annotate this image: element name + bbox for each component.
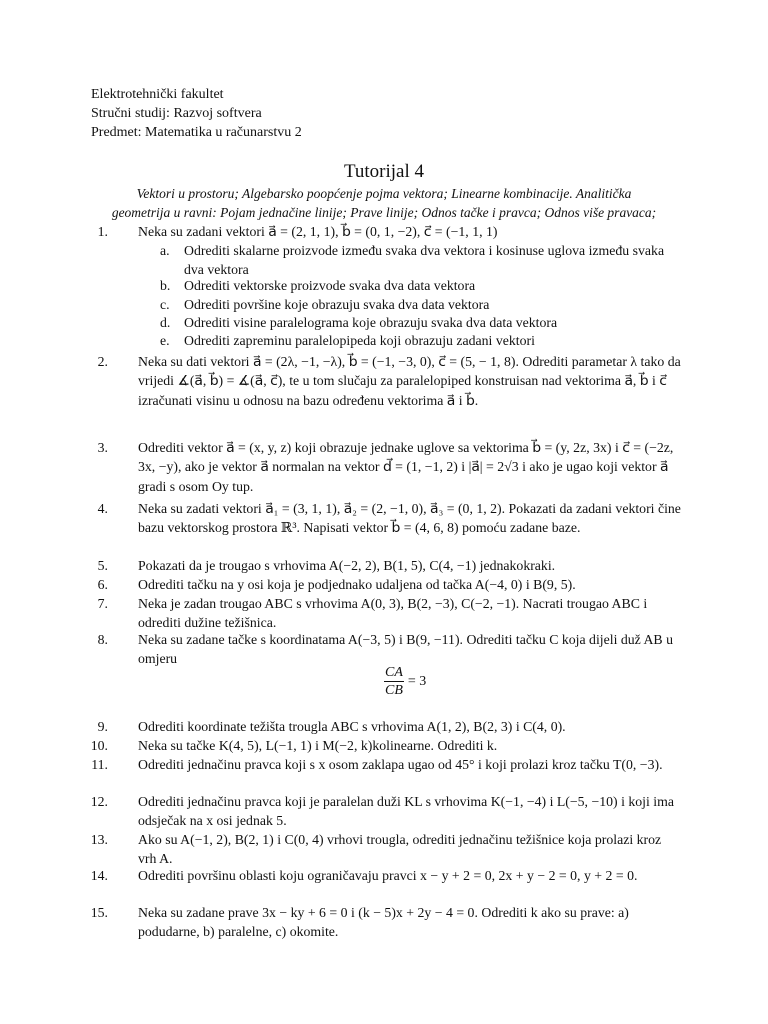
task-text: Neka su zadane prave 3x − ky + 6 = 0 i (k − 5)x + 2y − 4 = 0. Odrediti k ako su prave: a) podudarne, b) paralelne, c) okomite. (138, 905, 629, 940)
task-number: 9. (97, 719, 108, 734)
ratio-fraction (384, 664, 404, 699)
task-7 (97, 594, 681, 633)
subtask-letter: d. (160, 315, 171, 330)
task-4 (97, 499, 681, 538)
task-number: 5. (97, 558, 108, 573)
task-13 (90, 830, 681, 869)
task-text: Odrediti tačku na y osi koja je podjednako udaljena od tačka A(−4, 0) i B(9, 5). (138, 577, 576, 592)
task-number: 1. (97, 224, 108, 239)
task-15 (90, 903, 681, 942)
task-number: 3. (97, 440, 108, 455)
subtitle-line-1: Vektori u prostoru; Algebarsko poopćenje pojma vektora; Linearne kombinacije. Analitička (136, 186, 632, 201)
task-14 (90, 866, 681, 885)
fraction-denominator: CB (385, 683, 403, 698)
task-2 (97, 352, 681, 410)
task-number: 6. (97, 577, 108, 592)
task-text: Neka je zadan trougao ABC s vrhovima A(0, 3), B(2, −3), C(−2, −1). Nacrati trougao ABC i odrediti dužine težišnica. (138, 596, 648, 631)
fraction-rhs: = 3 (407, 673, 427, 689)
study-program: Stručni studij: Razvoj softvera (91, 106, 262, 121)
task-text: Neka su tačke K(4, 5), L(−1, 1) i M(−2, k)kolinearne. Odrediti k. (138, 738, 498, 753)
task-number: 8. (97, 632, 108, 647)
task-text: Odrediti koordinate težišta trougla ABC s vrhovima A(1, 2), B(2, 3) i C(4, 0). (138, 719, 566, 734)
task-8 (97, 630, 681, 669)
task-12 (90, 792, 681, 831)
task-3 (97, 438, 681, 496)
task-text: Odrediti jednačinu pravca koji je paralelan duži KL s vrhovima K(−1, −4) i L(−5, −10) i koji ima odsječak na x osi jednak 5. (138, 794, 674, 829)
subtask-letter: b. (160, 278, 171, 293)
subtask-text: Odrediti zapreminu paralelopipeda koji obrazuju zadani vektori (184, 333, 535, 348)
task-text: Pokazati da je trougao s vrhovima A(−2, 2), B(1, 5), C(4, −1) jednakokraki. (138, 558, 556, 573)
task-number: 7. (97, 596, 108, 611)
subtask-letter: a. (160, 243, 170, 258)
task-number: 11. (91, 757, 108, 772)
task-1a (160, 241, 670, 280)
task-text: Odrediti vektor a⃗ = (x, y, z) koji obrazuje jednake uglove sa vektorima b⃗ = (y, 2z, 3x) i c⃗ = (−2z, 3x, −y), ako je vektor a⃗ normalan na vektor d⃗ = (1, −1, 2) i |a⃗| = 2√3 i ako je ugao koji vektor a⃗ gradi s osom Oy tup. (138, 440, 674, 494)
task-number: 12. (90, 794, 108, 809)
task-1b (160, 276, 670, 295)
ratio-formula (384, 664, 426, 699)
task-text: Neka su zadani vektori a⃗ = (2, 1, 1), b⃗ = (0, 1, −2), c⃗ = (−1, 1, 1) (138, 224, 498, 239)
subtask-text: Odrediti vektorske proizvode svaka dva data vektora (184, 278, 476, 293)
task-1e (160, 331, 670, 350)
task-1 (97, 222, 681, 241)
page-title: Tutorijal 4 (343, 161, 425, 182)
task-6 (97, 575, 681, 594)
fraction-numerator: CA (385, 665, 403, 680)
subtask-text: Odrediti površine koje obrazuju svaka dva data vektora (184, 297, 490, 312)
task-text: Neka su zadati vektori a⃗₁ = (3, 1, 1), a⃗₂ = (2, −1, 0), a⃗₃ = (0, 1, 2). Pokazati da zadani vektori čine bazu vektorskog prostora ℝ³. Napisati vektor b⃗ = (4, 6, 8) pomoću zadane baze. (138, 501, 681, 536)
task-text: Ako su A(−1, 2), B(2, 1) i C(0, 4) vrhovi trougla, odrediti jednačinu težišnice koja prolazi kroz vrh A. (138, 832, 662, 867)
task-9 (97, 717, 681, 736)
task-number: 15. (90, 905, 108, 920)
task-11 (91, 755, 681, 774)
task-number: 10. (90, 738, 108, 753)
task-1d (160, 313, 670, 332)
task-1c (160, 295, 670, 314)
subtask-text: Odrediti visine paralelograma koje obrazuju svaka dva data vektora (184, 315, 558, 330)
subtask-text: Odrediti skalarne proizvode između svaka dva vektora i kosinuse uglova između svaka dva vektora (184, 243, 665, 278)
subtitle-line-2: geometrija u ravni: Pojam jednačine linije; Prave linije; Odnos tačke i pravca; Odnos više pravaca; (111, 205, 657, 220)
task-number: 14. (90, 868, 108, 883)
subtask-letter: e. (160, 333, 170, 348)
task-text: Neka su zadane tačke s koordinatama A(−3, 5) i B(9, −11). Odrediti tačku C koja dijeli duž AB u omjeru (138, 632, 673, 667)
task-number: 13. (90, 832, 108, 847)
course-name: Predmet: Matematika u računarstvu 2 (91, 125, 302, 140)
task-10 (90, 736, 681, 755)
topics-subtitle (80, 184, 688, 222)
task-text: Odrediti jednačinu pravca koji s x osom zaklapa ugao od 45° i koji prolazi kroz tačku T(0, −3). (138, 757, 663, 772)
faculty-name: Elektrotehnički fakultet (91, 87, 224, 102)
task-text: Neka su dati vektori a⃗ = (2λ, −1, −λ), b⃗ = (−1, −3, 0), c⃗ = (5, − 1, 8). Odrediti parametar λ tako da vrijedi ∡(a⃗, b⃗) = ∡(a⃗, c⃗), te u tom slučaju za paralelopiped konstruisan nad vektorima a⃗, b⃗ i c⃗ izračunati visinu u odnosu na bazu određenu vektorima a⃗ i b⃗. (138, 354, 681, 408)
subtask-letter: c. (160, 297, 170, 312)
task-number: 4. (97, 501, 108, 516)
task-number: 2. (97, 354, 108, 369)
task-5 (97, 556, 681, 575)
task-text: Odrediti površinu oblasti koju ograničavaju pravci x − y + 2 = 0, 2x + y − 2 = 0, y + 2 = 0. (138, 868, 638, 883)
